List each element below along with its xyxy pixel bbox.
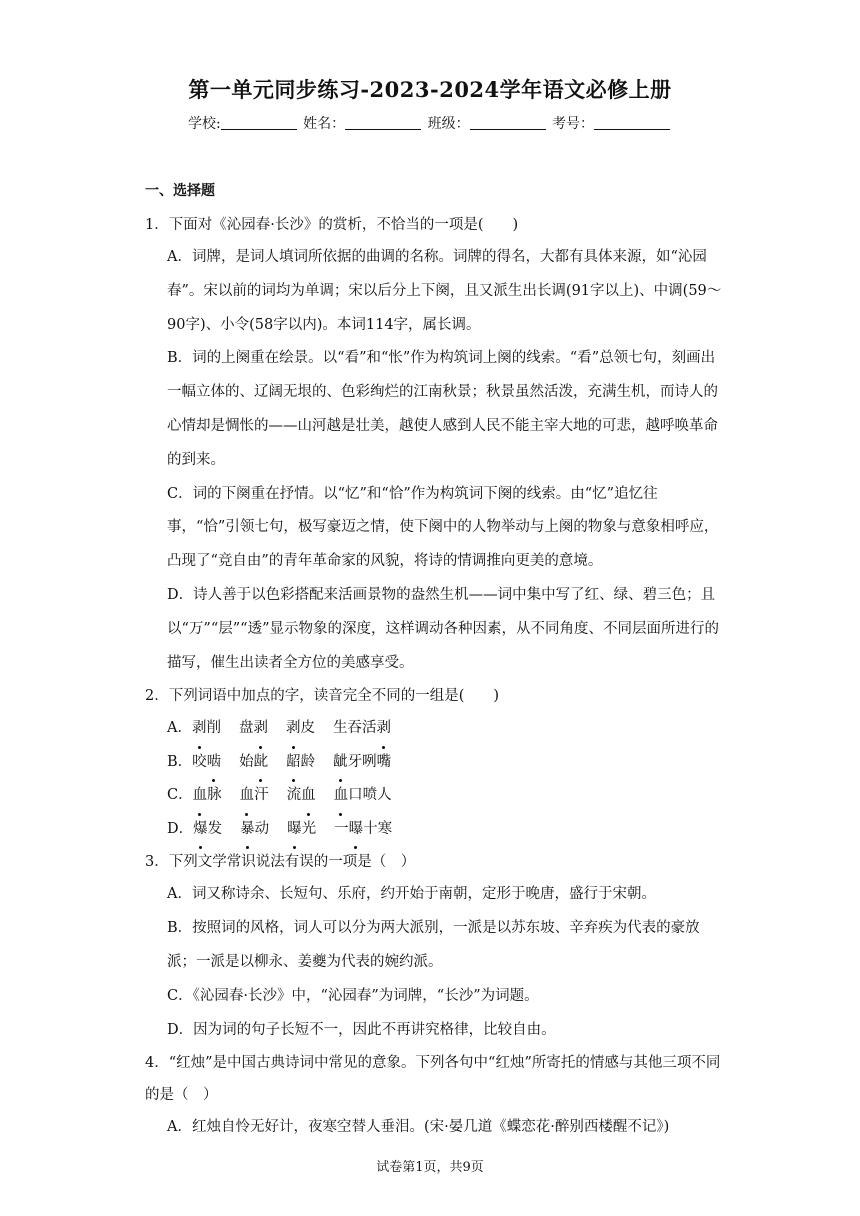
dotted-character: 曝 <box>287 813 302 847</box>
word: 血汗 <box>240 787 269 803</box>
dotted-character: 龆 <box>286 746 301 780</box>
question-2-option-a <box>145 712 725 746</box>
question-3-option-a: A．词又称诗余、长短句、乐府，约开始于南朝，定形于晚唐，盛行于宋朝。 <box>167 886 656 903</box>
page-footer: 试卷第1页，共9页 <box>376 1160 484 1175</box>
dotted-character: 血 <box>334 779 349 813</box>
question-4-stem: 4．“红烛”是中国古典诗词中常见的意象。下列各句中“红烛”所寄托的情感与其他三项不同的是（ ） <box>145 1055 721 1104</box>
dotted-character: 爆 <box>193 813 208 847</box>
word: 血脉 <box>193 787 222 803</box>
dotted-character: 剥 <box>286 712 301 746</box>
word: 流血 <box>287 787 316 803</box>
class-label: 班级： <box>427 116 470 132</box>
option-label: B． <box>167 753 193 770</box>
dotted-character: 龀 <box>254 746 269 780</box>
question-2-option-b <box>145 746 725 780</box>
word: 剥削 <box>192 720 221 736</box>
dotted-character: 血 <box>193 779 208 813</box>
section-heading: 一、选择题 <box>145 183 215 199</box>
exam-number-blank[interactable] <box>594 115 670 130</box>
page-title: 第一单元同步练习-2023-2024学年语文必修上册 <box>188 77 672 102</box>
question-1-option-a: A．词牌，是词人填词所依据的曲调的名称。词牌的得名，大都有具体来源，如“沁园春”。宋以前的词均为单调；宋以后分上下阕，且又派生出长调(91字以上)、中调(59～90字)、小令(58字以内)。本词114字，属长调。 <box>167 249 722 333</box>
word: 生吞活剥 <box>333 720 391 736</box>
word: 曝光 <box>287 821 316 837</box>
dotted-character: 龇 <box>333 746 348 780</box>
question-1-option-c: C．词的下阕重在抒情。以“忆”和“恰”作为构筑词下阕的线索。由“忆”追忆往事，“恰”引领七句，极写豪迈之情，使下阕中的人物举动与上阕的物象与意象相呼应，凸现了“竞自由”的青年革命家的风貌，将诗的情调推向更美的意境。 <box>167 485 719 570</box>
word: 龇牙咧嘴 <box>333 754 391 770</box>
dotted-character: 剥 <box>192 712 207 746</box>
name-blank[interactable] <box>345 115 421 130</box>
option-label: A． <box>167 720 192 737</box>
exam-number-label: 考号： <box>552 116 595 132</box>
question-2-option-d <box>145 813 725 847</box>
question-4-option-a: A．红烛自怜无好计，夜寒空替人垂泪。(宋·晏几道《蝶恋花·醉别西楼醒不记》) <box>167 1119 670 1136</box>
question-3-option-b: B．按照词的风格，词人可以分为两大派别，一派是以苏东坡、辛弃疾为代表的豪放派；一派是以柳永、姜夔为代表的婉约派。 <box>167 920 700 970</box>
question-1-option-d: D．诗人善于以色彩搭配来活画景物的盎然生机——词中集中写了红、绿、碧三色；且以“万”“层”“透”显示物象的深度，这样调动各种因素，从不同角度、不同层面所进行的描写，催生出读者全方位的美感享受。 <box>167 586 719 671</box>
question-3-option-c: C．《沁园春·长沙》中，“沁园春”为词牌，“长沙”为词题。 <box>167 987 539 1004</box>
question-2-option-c <box>145 779 725 813</box>
student-info-line <box>0 113 860 133</box>
dotted-character: 血 <box>301 779 316 813</box>
word: 暴动 <box>240 821 269 837</box>
dotted-character: 剥 <box>376 712 391 746</box>
class-blank[interactable] <box>470 115 546 130</box>
question-2-options <box>145 712 725 846</box>
word: 盘剥 <box>239 720 268 736</box>
dotted-character: 剥 <box>253 712 268 746</box>
word: 剥皮 <box>286 720 315 736</box>
question-1-option-b: B．词的上阕重在绘景。以“看”和“怅”作为构筑词上阕的线索。“看”总领七句，刻画出一幅立体的、辽阔无垠的、色彩绚烂的江南秋景；秋景虽然活泼，充满生机，而诗人的心情却是惆怅的——山河越是壮美，越使人感到人民不能主宰大地的可悲，越呼唤革命的到来。 <box>167 350 718 468</box>
question-2-stem: 2．下列词语中加点的字，读音完全不同的一组是( ) <box>145 688 500 705</box>
name-label: 姓名： <box>303 116 346 132</box>
word: 一曝十寒 <box>334 821 392 837</box>
dotted-character: 曝 <box>349 813 364 847</box>
option-label: C． <box>167 787 193 804</box>
questions-body <box>145 209 725 1145</box>
dotted-character: 暴 <box>240 813 255 847</box>
dotted-character: 血 <box>240 779 255 813</box>
question-3-option-d: D．因为词的句子长短不一，因此不再讲究格律，比较自由。 <box>167 1021 556 1038</box>
word: 始龀 <box>239 754 268 770</box>
word: 爆发 <box>193 821 222 837</box>
question-3-stem: 3．下列文学常识说法有误的一项是（ ） <box>145 854 416 871</box>
word: 龆龄 <box>286 754 315 770</box>
school-blank[interactable] <box>221 115 297 130</box>
word: 血口喷人 <box>334 787 392 803</box>
school-label: 学校: <box>187 116 221 132</box>
question-1-stem: 1．下面对《沁园春·长沙》的赏析，不恰当的一项是( ) <box>145 217 519 233</box>
word: 咬啮 <box>192 754 221 770</box>
option-label: D． <box>167 820 194 837</box>
dotted-character: 啮 <box>207 746 222 780</box>
